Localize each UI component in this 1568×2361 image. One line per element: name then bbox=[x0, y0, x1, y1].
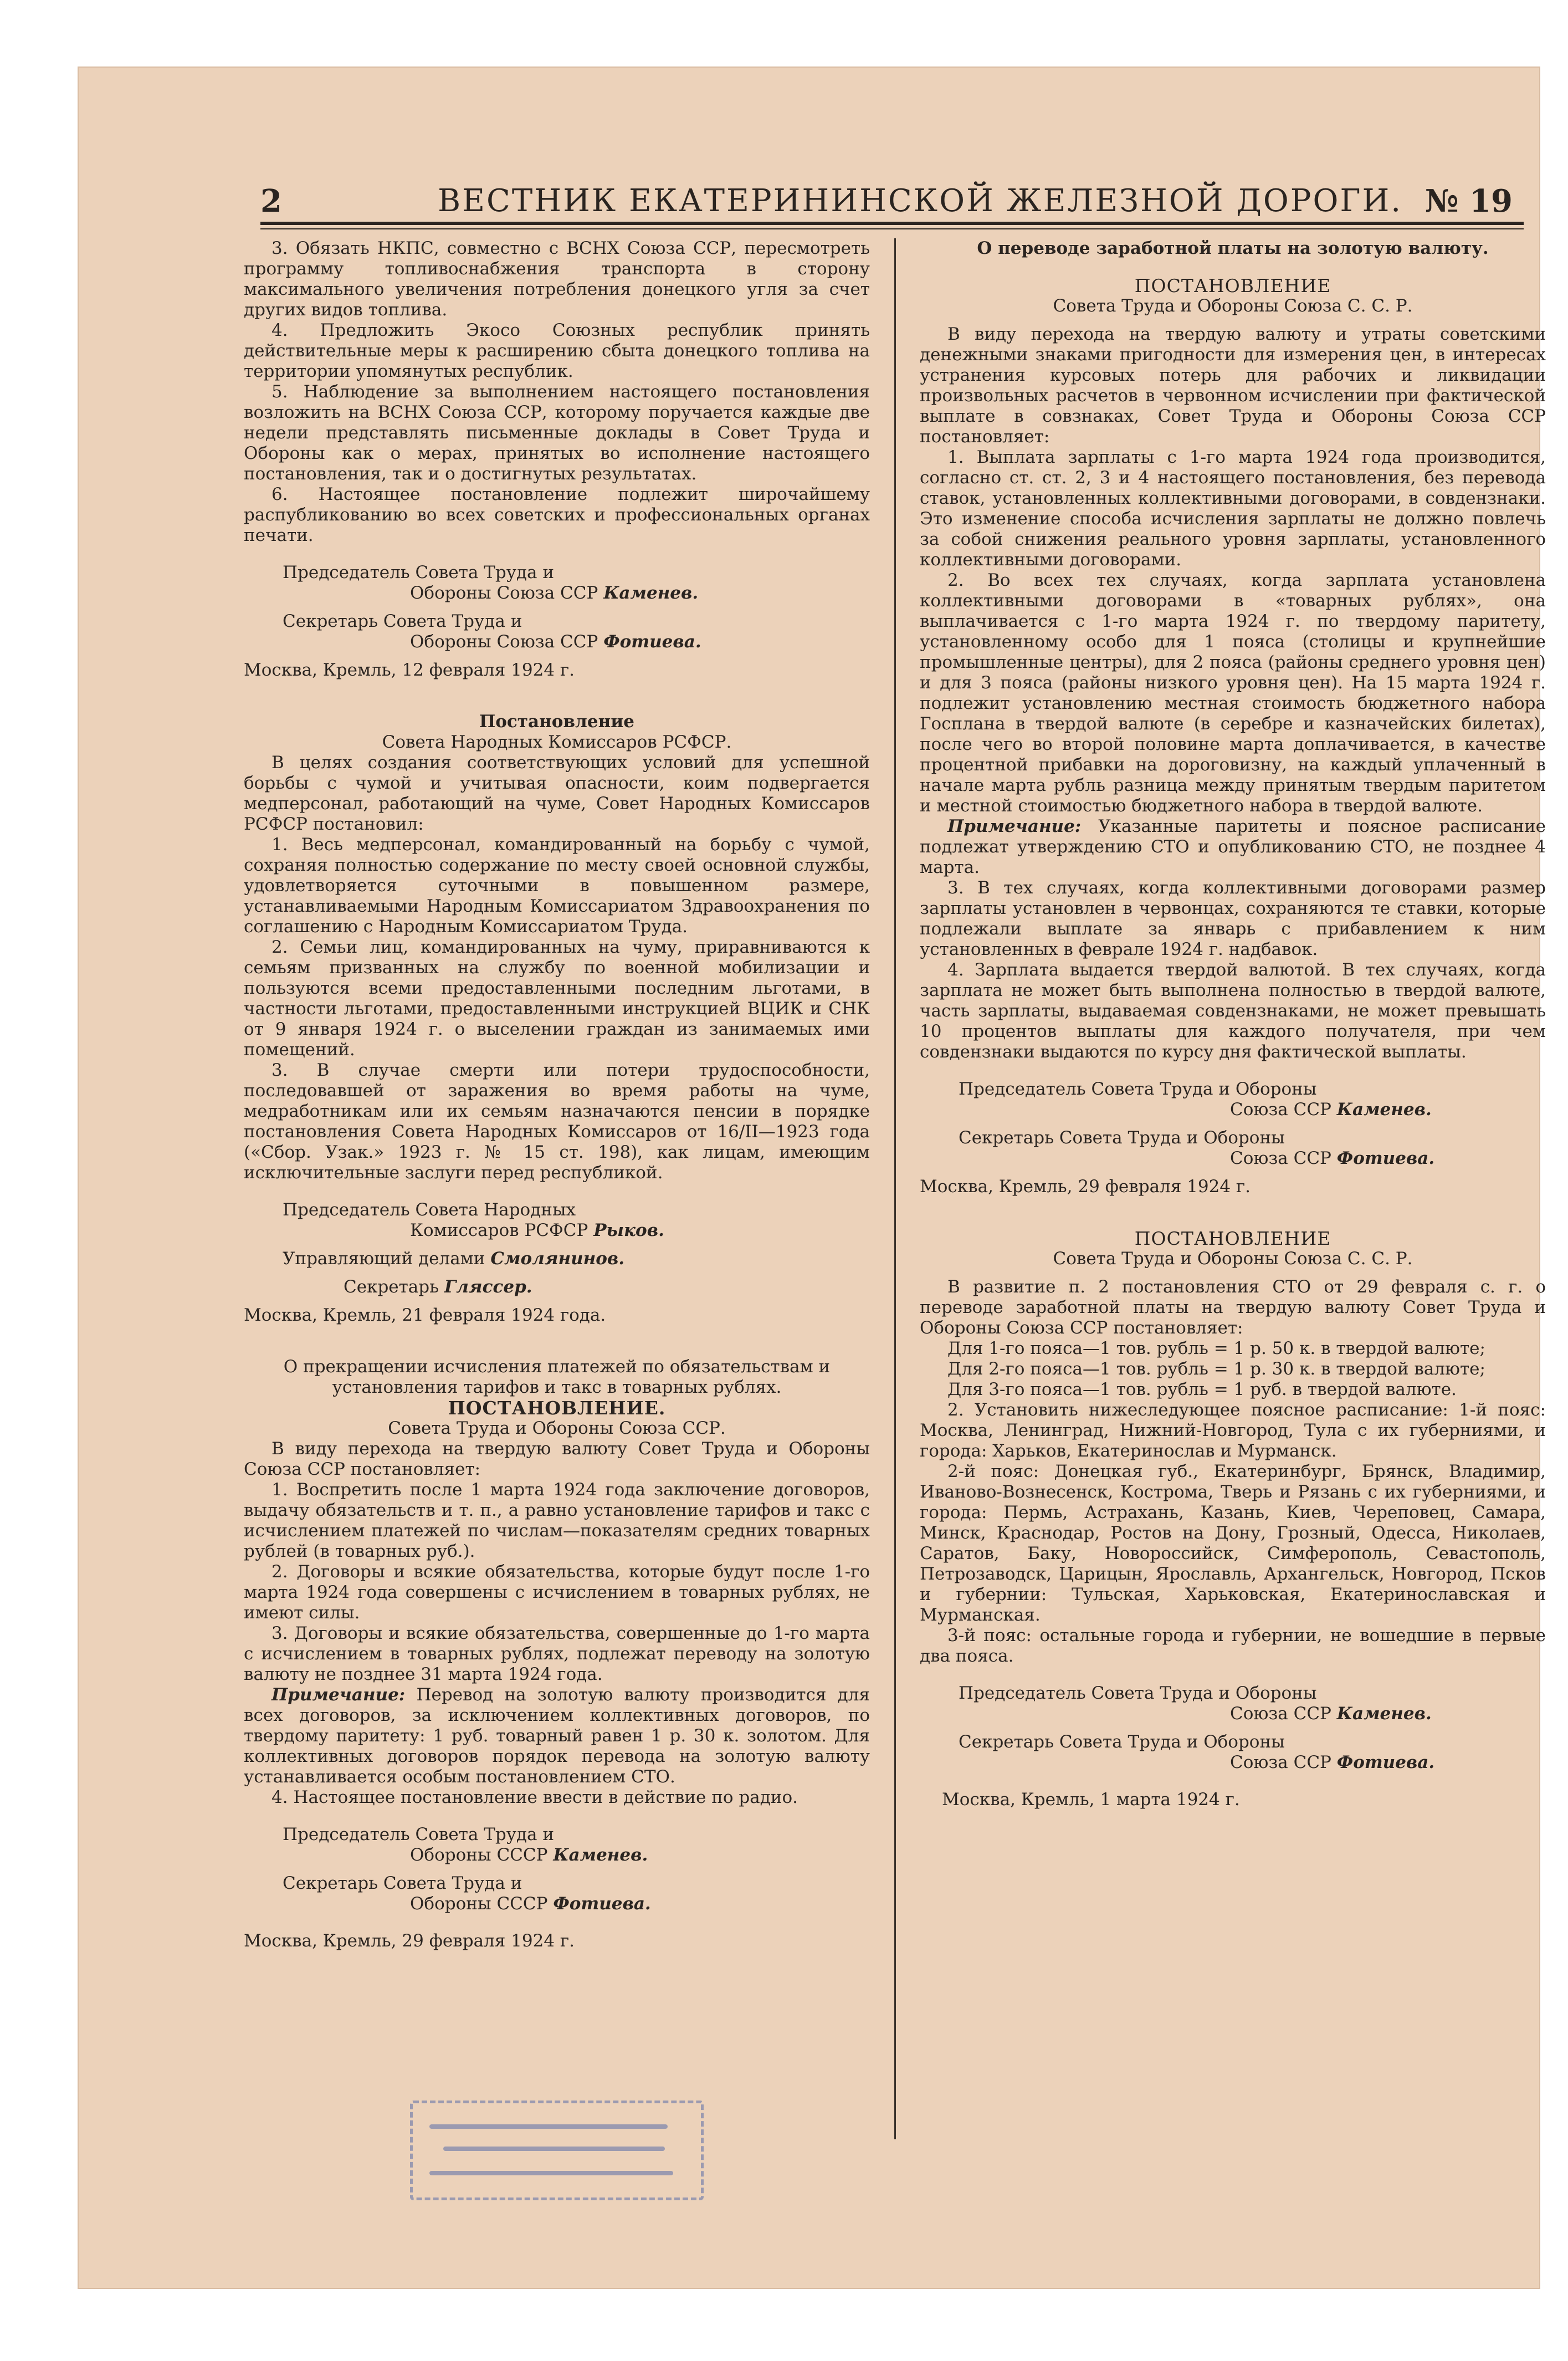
signatory-name: Гляссер. bbox=[444, 1277, 532, 1297]
signatory-name: Смолянинов. bbox=[490, 1249, 625, 1269]
signature-line: Управляющий делами Смолянинов. bbox=[283, 1249, 625, 1269]
signature-line: Обороны Союза ССР Каменев. bbox=[410, 583, 699, 603]
paragraph: Для 1-го пояса—1 тов. рубль = 1 р. 50 к. в твердой валюте; bbox=[947, 1338, 1485, 1358]
paragraph: 3. В тех случаях, когда коллективными договорами размер зарплаты установлен в червонцах, сохраняются те ставки, которые подлежали выплате за январь с прибавлением к ним установленных в феврале 1924 г. надбавок. bbox=[920, 878, 1546, 959]
note: Примечание: Указанные паритеты и поясное расписание подлежат утверждению СТО и опубликованию СТО, не позднее 4 марта. bbox=[920, 816, 1546, 877]
place-date: Москва, Кремль, 21 февраля 1924 года. bbox=[244, 1305, 606, 1325]
decree-issuer: Совета Народных Комиссаров РСФСР. bbox=[382, 732, 732, 752]
paragraph: Для 2-го пояса—1 тов. рубль = 1 р. 30 к. в твердой валюте; bbox=[947, 1359, 1485, 1379]
page-number: 2 bbox=[260, 183, 282, 219]
signatory-name: Фотиева. bbox=[1336, 1148, 1435, 1168]
signature-line: Председатель Совета Труда и Обороны bbox=[959, 1079, 1317, 1099]
decree-subject: О переводе заработной платы на золотую валюту. bbox=[977, 238, 1489, 258]
signature-line: Председатель Совета Труда и bbox=[283, 563, 555, 582]
signature-line: Секретарь Совета Труда и Обороны bbox=[959, 1732, 1285, 1752]
paragraph: 3-й пояс: остальные города и губернии, не вошедшие в первые два пояса. bbox=[920, 1626, 1546, 1666]
decree-title: ПОСТАНОВЛЕНИЕ bbox=[1134, 275, 1331, 297]
signature-line: Союза ССР Фотиева. bbox=[1230, 1752, 1435, 1772]
library-stamp bbox=[410, 2101, 704, 2200]
decree-issuer: Совета Труда и Обороны Союза С. С. Р. bbox=[1053, 1249, 1413, 1269]
paragraph: В развитие п. 2 постановления СТО от 29 февраля с. г. о переводе заработной платы на твердую валюту Совет Труда и Обороны Союза ССР постановляет: bbox=[920, 1277, 1546, 1338]
signature-line: Обороны СССР Каменев. bbox=[410, 1845, 648, 1865]
paragraph: 3. Договоры и всякие обязательства, совершенные до 1-го марта с исчислением в товарных рублях, подлежат переводу на золотую валюту не позднее 31 марта 1924 года. bbox=[244, 1623, 870, 1684]
decree-title: ПОСТАНОВЛЕНИЕ. bbox=[448, 1397, 666, 1419]
paragraph: Для 3-го пояса—1 тов. рубль = 1 руб. в твердой валюте. bbox=[947, 1379, 1457, 1399]
place-date: Москва, Кремль, 1 марта 1924 г. bbox=[942, 1790, 1240, 1810]
place-date: Москва, Кремль, 12 февраля 1924 г. bbox=[244, 660, 575, 680]
paragraph: В виду перехода на твердую валюту и утраты советскими денежными знаками пригодности для измерения цен, в интересах устранения курсовых потерь для рабочих и ликвидации произвольных расчетов в червонном исчислении при фактической выплате в совзнаках, Совет Труда и Обороны Союза ССР постановляет: bbox=[920, 324, 1546, 447]
signature-line: Комиссаров РСФСР Рыков. bbox=[410, 1220, 664, 1240]
signatory-name: Фотиева. bbox=[1336, 1752, 1435, 1772]
signature-line: Союза ССР Фотиева. bbox=[1230, 1148, 1435, 1168]
header-rule bbox=[260, 222, 1524, 225]
signature-line: Председатель Совета Труда и Обороны bbox=[959, 1683, 1317, 1703]
signature-line: Обороны Союза ССР Фотиева. bbox=[410, 632, 701, 652]
paragraph: В целях создания соответствующих условий для успешной борьбы с чумой и учитывая опасности, коим подвергается медперсонал, работающий на чуме, Совет Народных Комиссаров РСФСР постановил: bbox=[244, 753, 870, 834]
paragraph: 1. Весь медперсонал, командированный на борьбу с чумой, сохраняя полностью содержание по месту своей основной службы, удовлетворяется суточными в повышенном размере, устанавливаемыми Народным Комиссариатом Здравоохранения по соглашению с Народным Комиссариатом Труда. bbox=[244, 835, 870, 937]
signature-line: Обороны СССР Фотиева. bbox=[410, 1894, 651, 1914]
signature-line: Секретарь Совета Труда и bbox=[283, 1873, 522, 1893]
newspaper-title: ВЕСТНИК ЕКАТЕРИНИНСКОЙ ЖЕЛЕЗНОЙ ДОРОГИ. bbox=[438, 183, 1403, 219]
signature-line: Секретарь Совета Труда и bbox=[283, 611, 522, 631]
right-column bbox=[920, 238, 1546, 1810]
signatory-name: Каменев. bbox=[1336, 1704, 1432, 1724]
paragraph: 2. Установить нижеследующее поясное расписание: 1-й пояс: Москва, Ленинград, Нижний-Новгород, Тула с их губерниями, и города: Харьков, Екатеринослав и Мурманск. bbox=[920, 1400, 1546, 1461]
signature-line: Союза ССР Каменев. bbox=[1230, 1100, 1432, 1120]
decree-issuer: Совета Труда и Обороны Союза С. С. Р. bbox=[1053, 296, 1413, 316]
decree-subject: О прекращении исчисления платежей по обязательствам и установления тарифов и такс в товарных рублях. bbox=[283, 1357, 831, 1397]
signatory-name: Фотиева. bbox=[603, 632, 701, 652]
paragraph: 3. В случае смерти или потери трудоспособности, последовавшей от заражения во время работы на чуме, медработникам или их семьям назначаются пенсии в порядке постановления Совета Народных Комиссаров от 16/II—1923 года («Сбор. Узак.» 1923 г. № 15 ст. 198), как лицам, имеющим исключительные заслуги перед республикой. bbox=[244, 1060, 870, 1183]
signatory-name: Каменев. bbox=[553, 1845, 648, 1865]
paragraph: 4. Предложить Экосо Союзных республик принять действительные меры к расширению сбыта донецкого топлива на территории упомянутых республик. bbox=[244, 320, 870, 381]
paragraph: 4. Настоящее постановление ввести в действие по радио. bbox=[271, 1787, 798, 1807]
paragraph: 3. Обязать НКПС, совместно с ВСНХ Союза ССР, пересмотреть программу топливоснабжения транспорта в сторону максимального увеличения потребления донецкого угля за счет других видов топлива. bbox=[244, 238, 870, 320]
signature-line: Секретарь Гляссер. bbox=[344, 1277, 532, 1297]
paragraph: 1. Выплата зарплаты с 1-го марта 1924 года производится, согласно ст. ст. 2, 3 и 4 настоящего постановления, без перевода ставок, установленных коллективными договорами, в совдензнаки. Это изменение способа исчисления зарплаты не должно повлечь за собой снижения реального уровня зарплаты, установленного коллективными договорами. bbox=[920, 447, 1546, 570]
paragraph: 2. Семьи лиц, командированных на чуму, приравниваются к семьям призванных на службу по военной мобилизации и пользуются всеми предоставленными последним льготами, в частности льготами, предоставленными инструкцией ВЦИК и СНК от 9 января 1924 г. о выселении граждан из занимаемых ими помещений. bbox=[244, 937, 870, 1060]
issue-number: № 19 bbox=[1424, 183, 1513, 219]
paragraph: 1. Воспретить после 1 марта 1924 года заключение договоров, выдачу обязательств и т. п., а равно установление тарифов и такс с исчислением платежей по числам—показателям средних товарных рублей (в товарных руб.). bbox=[244, 1480, 870, 1561]
paragraph: 2. Во всех тех случаях, когда зарплата установлена коллективными договорами в «товарных рублях», она выплачивается с 1-го марта 1924 г. по твердому паритету, установленному особо для 1 пояса (столицы и крупнейшие промышленные центры), для 2 пояса (районы среднего уровня цен) и для 3 пояса (районы низкого уровня цен). На 15 марта 1924 г. подлежит установлению местная стоимость бюджетного набора Госплана в твердой валюте (в серебре и казначейских билетах), после чего во второй половине марта доплачивается, в качестве процентной прибавки на дороговизну, на каждый уплаченный в начале марта рубль разница между принятым твердым паритетом и местной стоимостью бюджетного набора в твердой валюте. bbox=[920, 570, 1546, 816]
paragraph: 2. Договоры и всякие обязательства, которые будут после 1-го марта 1924 года совершены с исчислением в товарных рублях, не имеют силы. bbox=[244, 1562, 870, 1623]
column-divider bbox=[894, 238, 896, 2139]
paragraph: 5. Наблюдение за выполнением настоящего постановления возложить на ВСНХ Союза ССР, которому поручается каждые две недели представлять письменные доклады в Совет Труда и Обороны как о мерах, принятых во исполнение настоящего постановления, так и о достигнутых результатах. bbox=[244, 382, 870, 484]
paragraph: В виду перехода на твердую валюту Совет Труда и Обороны Союза ССР постановляет: bbox=[244, 1439, 870, 1479]
decree-issuer: Совета Труда и Обороны Союза ССР. bbox=[388, 1418, 726, 1438]
signature-line: Союза ССР Каменев. bbox=[1230, 1704, 1432, 1724]
paragraph: 4. Зарплата выдается твердой валютой. В тех случаях, когда зарплата не может быть выполнена полностью в твердой валюте, часть зарплаты, выдаваемая совдензнаками, не может превышать 10 процентов выплаты для каждого получателя, при чем совдензнаки выдаются по курсу дня фактической выплаты. bbox=[920, 960, 1546, 1062]
signature-line: Председатель Совета Труда и bbox=[283, 1825, 555, 1844]
decree-title: ПОСТАНОВЛЕНИЕ bbox=[1134, 1228, 1331, 1249]
place-date: Москва, Кремль, 29 февраля 1924 г. bbox=[244, 1931, 575, 1951]
signatory-name: Каменев. bbox=[1336, 1100, 1432, 1120]
paragraph: 2-й пояс: Донецкая губ., Екатеринбург, Брянск, Владимир, Иваново-Вознесенск, Кострома, Тверь и Рязань с их губерниями, и города: Пермь, Астрахань, Казань, Киев, Череповец, Самара, Минск, Краснодар, Ростов на Дону, Грозный, Одесса, Николаев, Саратов, Баку, Новороссийск, Симферополь, Севастополь, Петрозаводск, Царицын, Ярославль, Архангельск, Новгород, Псков и губернии: Тульская, Харьковская, Екатеринославская и Мурманская. bbox=[920, 1461, 1546, 1625]
signature-line: Секретарь Совета Труда и Обороны bbox=[959, 1128, 1285, 1148]
place-date: Москва, Кремль, 29 февраля 1924 г. bbox=[920, 1177, 1251, 1197]
header-rule-thin bbox=[260, 228, 1524, 229]
note: Примечание: Перевод на золотую валюту производится для всех договоров, за исключением коллективных договоров, по твердому паритету: 1 руб. товарный равен 1 р. 30 к. золотом. Для коллективных договоров порядок перевода на золотую валюту устанавливается особым постановлением СТО. bbox=[244, 1685, 870, 1787]
signatory-name: Рыков. bbox=[593, 1220, 664, 1240]
page-header bbox=[260, 183, 1524, 233]
left-column bbox=[244, 238, 870, 1951]
decree-title: Постановление bbox=[479, 712, 634, 732]
paragraph: 6. Настоящее постановление подлежит широчайшему распубликованию во всех советских и профессиональных органах печати. bbox=[244, 484, 870, 545]
signatory-name: Каменев. bbox=[603, 583, 699, 603]
signature-line: Председатель Совета Народных bbox=[283, 1200, 576, 1220]
signatory-name: Фотиева. bbox=[553, 1894, 651, 1914]
